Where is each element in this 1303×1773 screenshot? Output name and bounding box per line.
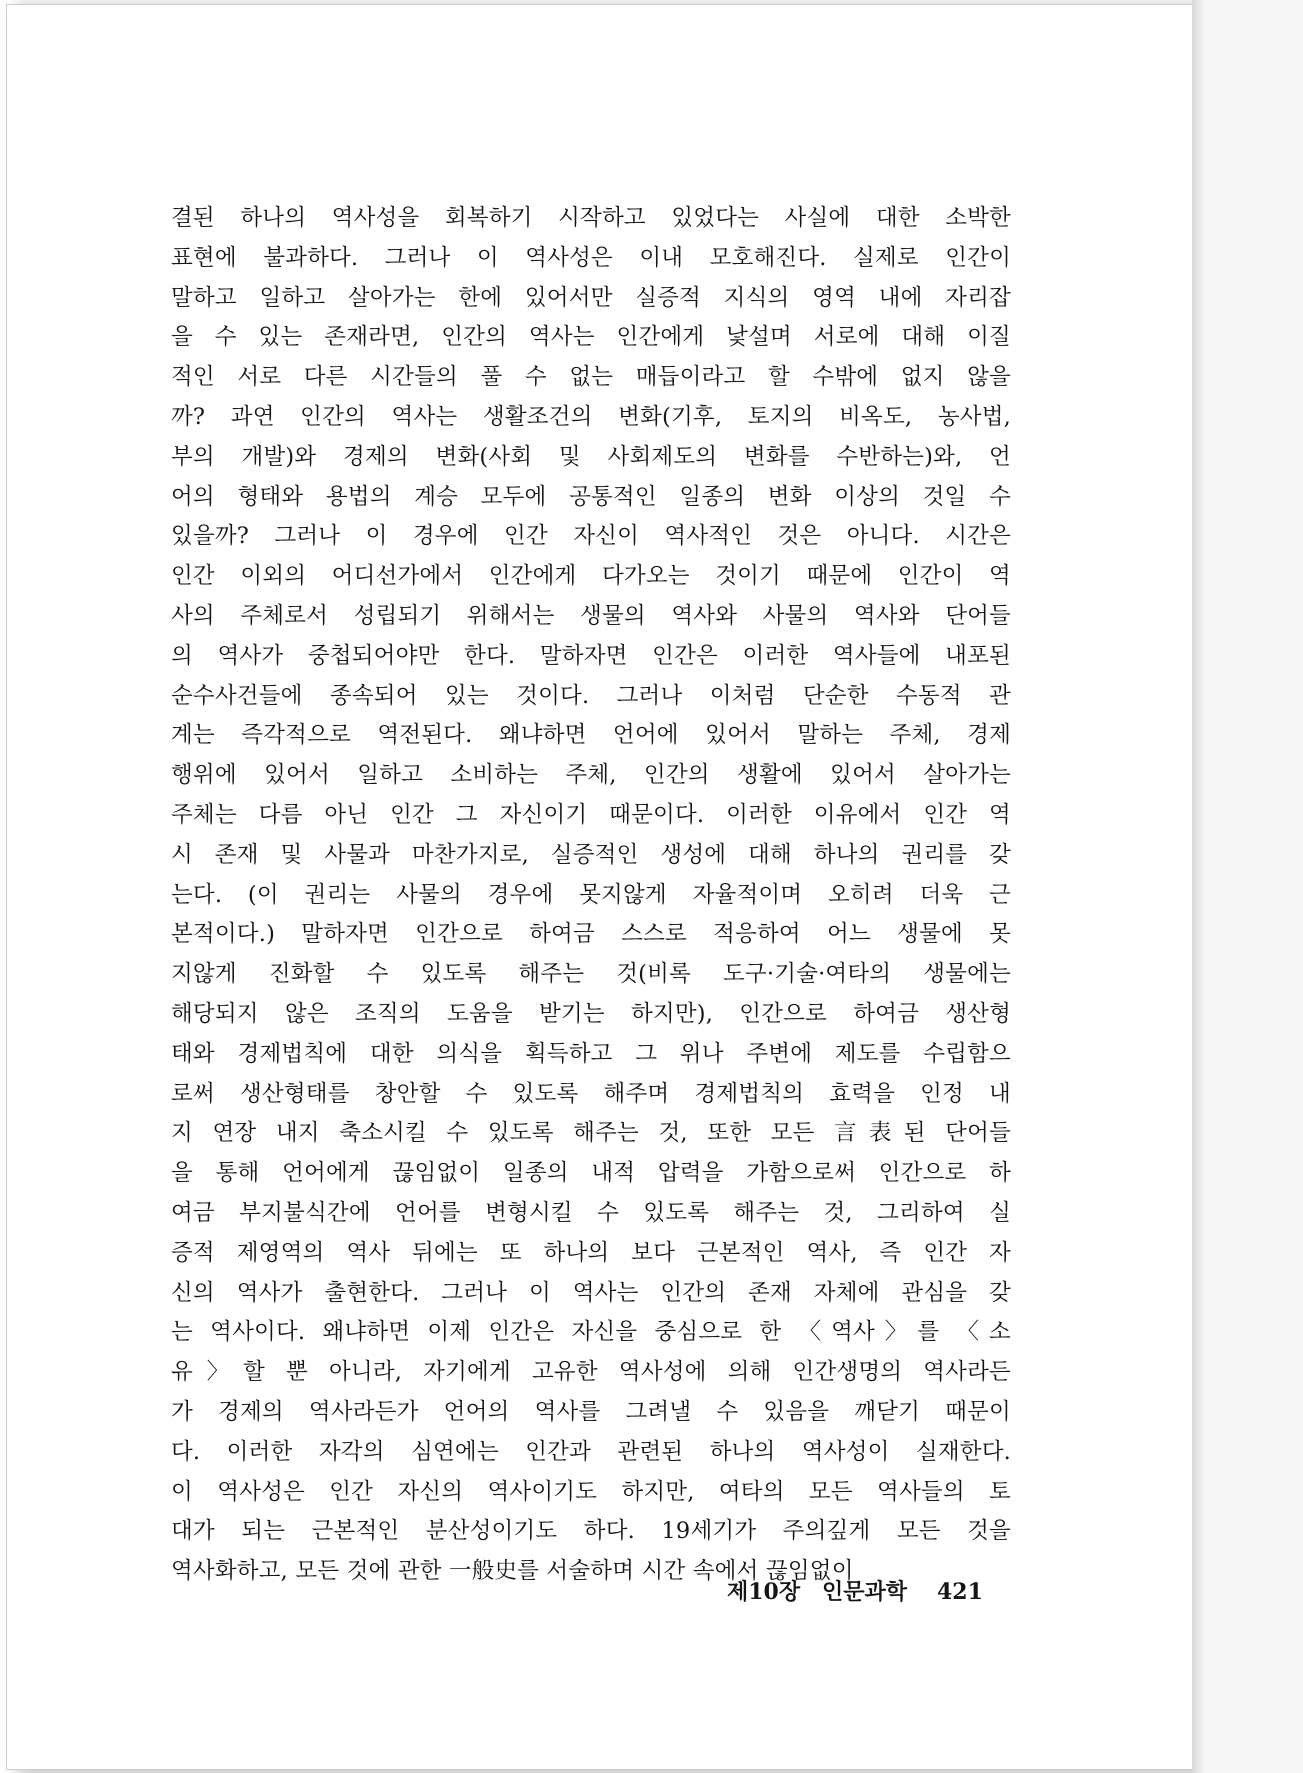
text-line: 있을까? 그러나 이 경우에 인간 자신이 역사적인 것은 아니다. 시간은 [171,523,1011,550]
text-line: 해당되지 않은 조직의 도움을 받기는 하지만), 인간으로 하여금 생산형 [171,1000,1011,1027]
text-line: 이 역사성은 인간 자신의 역사이기도 하지만, 여타의 모든 역사들의 토 [171,1478,1011,1505]
text-line: 부의 개발)와 경제의 변화(사회 및 사회제도의 변화를 수반하는)와, 언 [171,443,1011,470]
text-line: 계는 즉각적으로 역전된다. 왜냐하면 언어에 있어서 말하는 주체, 경제 [171,722,1011,749]
page-number: 421 [937,1579,983,1605]
text-line: 가 경제의 역사라든가 언어의 역사를 그려낼 수 있음을 깨닫기 때문이 [171,1398,1011,1425]
text-line: 표현에 불과하다. 그러나 이 역사성은 이내 모호해진다. 실제로 인간이 [171,244,1011,271]
text-line: 적인 서로 다른 시간들의 풀 수 없는 매듭이라고 할 수밖에 없지 않을 [171,364,1011,391]
text-line: 로써 생산형태를 창안할 수 있도록 해주며 경제법칙의 효력을 인정 내 [171,1080,1011,1107]
text-line: 을 통해 언어에게 끊임없이 일종의 내적 압력을 가함으로써 인간으로 하 [171,1160,1011,1187]
background-margin [1204,0,1303,1773]
body-paragraph [171,199,1011,1592]
text-line: 유〉할 뿐 아니라, 자기에게 고유한 역사성에 의해 인간생명의 역사라든 [171,1359,1011,1386]
text-line: 인간 이외의 어디선가에서 인간에게 다가오는 것이기 때문에 인간이 역 [171,563,1011,590]
text-line: 역사화하고, 모든 것에 관한 一般史를 서술하며 시간 속에서 끊임없이 [171,1558,854,1585]
text-line: 태와 경제법칙에 대한 의식을 획득하고 그 위나 주변에 제도를 수립함으 [171,1040,1011,1067]
text-line: 주체는 다름 아닌 인간 그 자신이기 때문이다. 이러한 이유에서 인간 역 [171,801,1011,828]
text-line: 을 수 있는 존재라면, 인간의 역사는 인간에게 낯설며 서로에 대해 이질 [171,324,1011,351]
text-line: 말하고 일하고 살아가는 한에 있어서만 실증적 지식의 영역 내에 자리잡 [171,284,1011,311]
text-line: 신의 역사가 출현한다. 그러나 이 역사는 인간의 존재 자체에 관심을 갖 [171,1279,1011,1306]
text-line: 대가 되는 근본적인 분산성이기도 하다. 19세기가 주의깊게 모든 것을 [171,1518,1011,1545]
text-line: 시 존재 및 사물과 마찬가지로, 실증적인 생성에 대해 하나의 권리를 갖 [171,841,1011,868]
text-line: 사의 주체로서 성립되기 위해서는 생물의 역사와 사물의 역사와 단어들 [171,602,1011,629]
text-line: 지 연장 내지 축소시킬 수 있도록 해주는 것, 또한 모든 言表된 단어들 [171,1120,1011,1147]
chapter-number: 제10장 [727,1579,801,1605]
text-line: 순수사건들에 종속되어 있는 것이다. 그러나 이처럼 단순한 수동적 관 [171,682,1011,709]
text-line: 지않게 진화할 수 있도록 해주는 것(비록 도구·기술·여타의 생물에는 [171,961,1011,988]
chapter-title: 인문과학 [822,1579,908,1605]
text-line: 본적이다.) 말하자면 인간으로 하여금 스스로 적응하여 어느 생물에 못 [171,921,1011,948]
page-edge-shadow [1192,0,1204,1773]
text-line: 는다. (이 권리는 사물의 경우에 못지않게 자율적이며 오히려 더욱 근 [171,881,1011,908]
text-line: 결된 하나의 역사성을 회복하기 시작하고 있었다는 사실에 대한 소박한 [171,205,1011,231]
text-line: 행위에 있어서 일하고 소비하는 주체, 인간의 생활에 있어서 살아가는 [171,762,1011,789]
text-line: 는 역사이다. 왜냐하면 이제 인간은 자신을 중심으로 한 〈역사〉를 〈소 [171,1319,1011,1346]
book-page [6,4,1194,1770]
text-line: 어의 형태와 용법의 계승 모두에 공통적인 일종의 변화 이상의 것일 수 [171,483,1011,510]
text-line: 까? 과연 인간의 역사는 생활조건의 변화(기후, 토지의 비옥도, 농사법, [171,403,1011,430]
text-line: 의 역사가 중첩되어야만 한다. 말하자면 인간은 이러한 역사들에 내포된 [171,642,1011,669]
text-line: 증적 제영역의 역사 뒤에는 또 하나의 보다 근본적인 역사, 즉 인간 자 [171,1239,1011,1266]
text-line: 여금 부지불식간에 언어를 변형시킬 수 있도록 해주는 것, 그리하여 실 [171,1199,1011,1226]
text-line: 다. 이러한 자각의 심연에는 인간과 관련된 하나의 역사성이 실재한다. [171,1438,1011,1465]
page-footer [727,1572,1017,1612]
